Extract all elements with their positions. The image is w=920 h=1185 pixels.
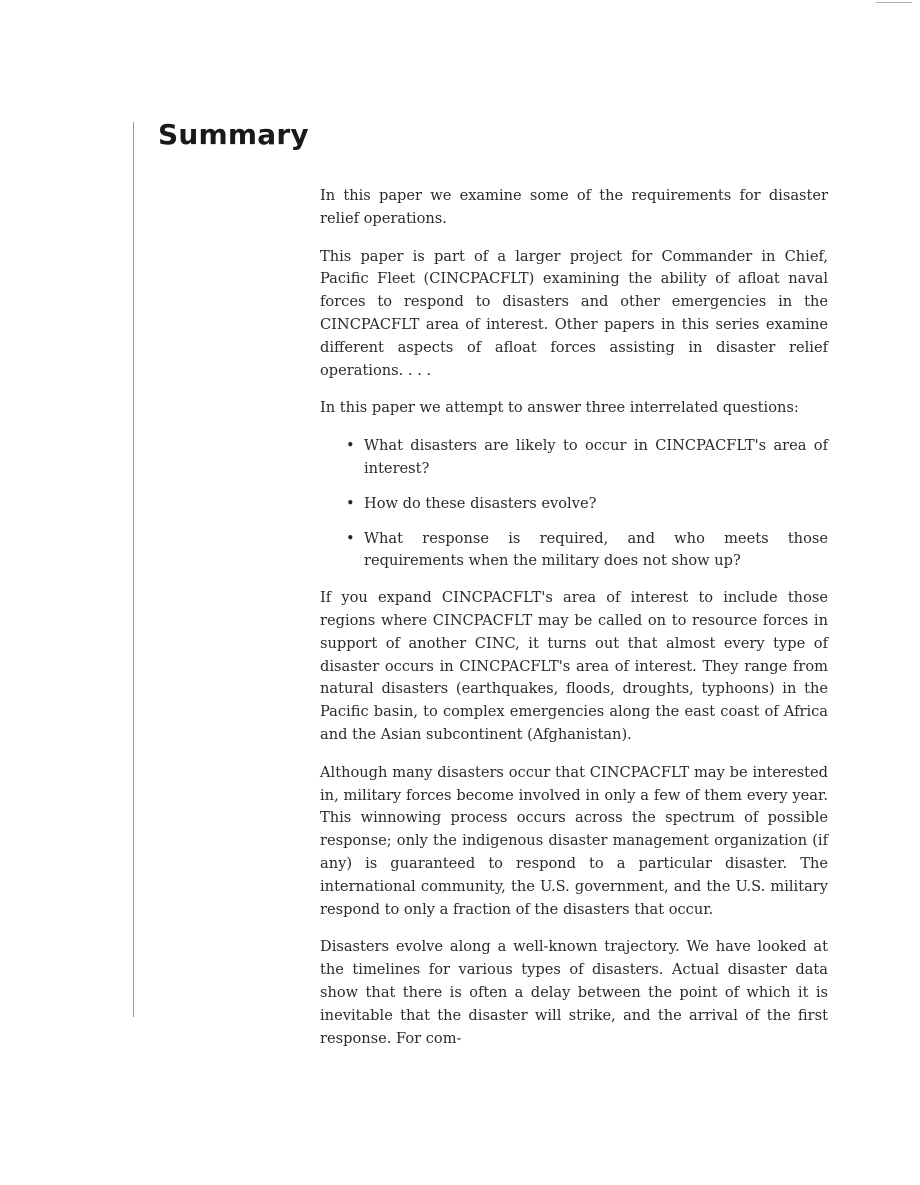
paragraph-disaster-trajectory: Disasters evolve along a well-known trajectory. We have looked at the timelines for various types of disasters. Actual disaster data show that there is often a delay between the point of which it is inevitable that the disaster will strike, and the arrival of the first response. For com- — [320, 938, 828, 1047]
paragraph-military-involvement: Although many disasters occur that CINCPACFLT may be interested in, military forces become involved in only a few of them every year. This winnowing process occurs across the spectrum of possible response; only the indigenous disaster management organization (if any) is guaranteed to respond to a particular disaster. The international community, the U.S. government, and the U.S. military respond to only a fraction of the disasters that occur. — [320, 763, 828, 918]
paragraph-project-context: This paper is part of a larger project for Commander in Chief, Pacific Fleet (CINCPACFLT) examining the ability of afloat naval forces to respond to disasters and other emergencies in the CINCPACFLT area of interest. Other papers in this series examine different aspects of afloat forces assisting in disaster relief operations. . . . — [320, 247, 828, 379]
page-title: Summary — [158, 118, 309, 151]
list-item-text: What disasters are likely to occur in CINCPACFLT's area of interest? — [364, 437, 828, 477]
list-item-text: How do these disasters evolve? — [364, 494, 597, 512]
list-item — [344, 435, 828, 481]
list-item — [344, 528, 828, 574]
paragraph-questions-lead: In this paper we attempt to answer three interrelated questions: — [320, 399, 799, 417]
corner-scan-mark — [876, 2, 912, 3]
questions-list — [320, 435, 828, 573]
bullet-icon: • — [346, 529, 355, 547]
bullet-icon: • — [346, 494, 355, 512]
list-item — [344, 493, 828, 516]
paragraph-intro: In this paper we examine some of the requirements for disaster relief operations. — [320, 187, 828, 227]
bullet-icon: • — [346, 437, 355, 455]
left-margin-rule — [133, 122, 134, 1017]
paragraph-area-of-interest: If you expand CINCPACFLT's area of interest to include those regions where CINCPACFLT may be called on to resource forces in support of another CINC, it turns out that almost every type of disaster occurs in CINCPACFLT's area of interest. They range from natural disasters (earthquakes, floods, droughts, typhoons) in the Pacific basin, to complex emergencies along the east coast of Africa and the Asian subcontinent (Afghanistan). — [320, 589, 828, 743]
summary-body — [320, 185, 828, 1065]
list-item-text: What response is required, and who meets those requirements when the military does not show up? — [364, 529, 828, 570]
